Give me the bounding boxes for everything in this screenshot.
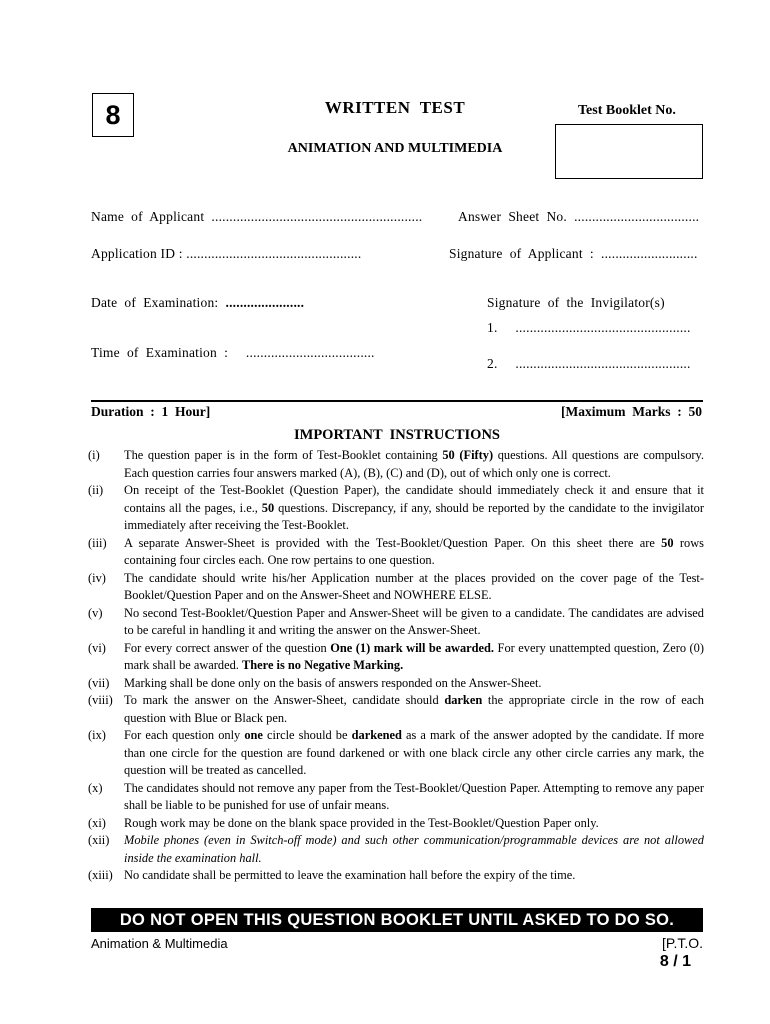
instruction-item (88, 447, 704, 482)
duration-label: Duration : 1 Hour] (91, 404, 211, 419)
instruction-text: Rough work may be done on the blank space provided in the Test-Booklet/Question Paper only. (124, 815, 599, 830)
instruction-number: (xi) (88, 815, 106, 830)
instruction-text: No candidate shall be permitted to leave the examination hall before the expiry of the time. (124, 868, 576, 882)
instruction-item (88, 570, 704, 605)
instruction-item (88, 482, 704, 535)
instruction-item (88, 675, 704, 693)
booklet-code-box (92, 93, 134, 137)
instruction-text: On receipt of the Test-Booklet (Question Paper), the candidate should immediately check it and ensure that it contains all the pages, i.e., 50 questions. Discrepancy, if any, should be reported by the candidate to the invigilator immediately after receiving the Test-Booklet. (124, 483, 704, 532)
instruction-text: The candidate should write his/her Application number at the places provided on the cover page of the Test-Booklet/Question Paper and on the Answer-Sheet and NOWHERE ELSE. (124, 570, 704, 602)
instruction-text: For every correct answer of the question One (1) mark will be awarded. For every unattempted question, Zero (0) mark shall be awarded. There is no Negative Marking. (124, 640, 704, 672)
application-id-field[interactable]: Application ID : ................................................. (91, 246, 362, 261)
answer-sheet-no-field[interactable]: Answer Sheet No. ................................... (458, 209, 700, 224)
instruction-number: (ii) (88, 483, 104, 497)
instruction-number: (x) (88, 780, 103, 795)
maximum-marks-label: [Maximum Marks : 50 (561, 404, 702, 419)
instruction-text: The candidates should not remove any paper from the Test-Booklet/Question Paper. Attempting to remove any paper shall be liable to be punished for use of unfair means. (124, 780, 704, 812)
invigilator-signature-1[interactable]: 1. ................................................. (487, 320, 691, 335)
instruction-item (88, 605, 704, 640)
pto-label: [P.T.O. (662, 935, 703, 951)
instruction-text: Marking shall be done only on the basis of answers responded on the Answer-Sheet. (124, 675, 542, 690)
divider-rule (91, 400, 703, 402)
instruction-number: (v) (88, 605, 103, 620)
instruction-text: Mobile phones (even in Switch-off mode) and such other communication/programmable devices are not allowed inside the examination hall. (124, 833, 704, 865)
instruction-number: (xii) (88, 833, 110, 847)
instruction-text: A separate Answer-Sheet is provided with the Test-Booklet/Question Paper. On this sheet there are 50 rows containing four circles each. One row pertains to one question. (124, 535, 704, 567)
instruction-number: (iv) (88, 570, 106, 585)
time-of-examination-field[interactable]: Time of Examination : .................................... (91, 345, 375, 360)
instruction-text: No second Test-Booklet/Question Paper and Answer-Sheet will be given to a candidate. The candidates are advised to be careful in handling it and writing the answer on the Answer-Sheet. (124, 605, 704, 637)
invigilator-signature-2[interactable]: 2. ................................................. (487, 356, 691, 371)
signature-of-invigilators-label: Signature of the Invigilator(s) (487, 295, 665, 310)
date-dots: ...................... (225, 295, 305, 310)
page-title: WRITTEN TEST (324, 98, 466, 117)
instruction-item (88, 815, 704, 833)
instruction-number: (viii) (88, 693, 113, 707)
instruction-item (88, 867, 704, 885)
test-booklet-label: Test Booklet No. (578, 103, 676, 118)
signature-of-applicant-field[interactable]: Signature of Applicant : ........................... (449, 246, 698, 261)
booklet-code: 8 (105, 99, 121, 130)
instruction-text: For each question only one circle should be darkened as a mark of the answer adopted by the candidate. If more than one circle for the question are found darkened or with one black circle any other circle carries any mark, the question will be treated as cancelled. (124, 728, 704, 777)
page-code: 8 / 1 (659, 953, 691, 970)
date-of-examination-field[interactable] (91, 295, 304, 311)
page-subtitle: ANIMATION AND MULTIMEDIA (287, 141, 503, 156)
warning-banner: DO NOT OPEN THIS QUESTION BOOKLET UNTIL ASKED TO DO SO. (91, 908, 703, 932)
instruction-number: (vii) (88, 675, 110, 690)
name-of-applicant-field[interactable]: Name of Applicant ........................................................... (91, 209, 423, 224)
instructions-title: IMPORTANT INSTRUCTIONS (293, 427, 501, 443)
instruction-item (88, 692, 704, 727)
instruction-number: (i) (88, 448, 100, 462)
test-booklet-number-box[interactable] (555, 124, 703, 179)
instruction-text: The question paper is in the form of Test-Booklet containing 50 (Fifty) questions. All questions are compulsory. Each question carries four answers marked (A), (B), (C) and (D), out of which only one is correct. (124, 448, 704, 480)
instruction-item (88, 832, 704, 867)
instruction-item (88, 727, 704, 780)
instruction-number: (vi) (88, 640, 106, 655)
date-label: Date of Examination: (91, 295, 226, 310)
instruction-number: (xiii) (88, 868, 113, 882)
instruction-number: (ix) (88, 728, 106, 742)
instruction-item (88, 535, 704, 570)
instruction-number: (iii) (88, 535, 107, 550)
instruction-item (88, 640, 704, 675)
instruction-item (88, 780, 704, 815)
footer-subject: Animation & Multimedia (91, 936, 228, 951)
instructions-list (88, 447, 704, 885)
instruction-text: To mark the answer on the Answer-Sheet, candidate should darken the appropriate circle in the row of each question with Blue or Black pen. (124, 693, 704, 725)
